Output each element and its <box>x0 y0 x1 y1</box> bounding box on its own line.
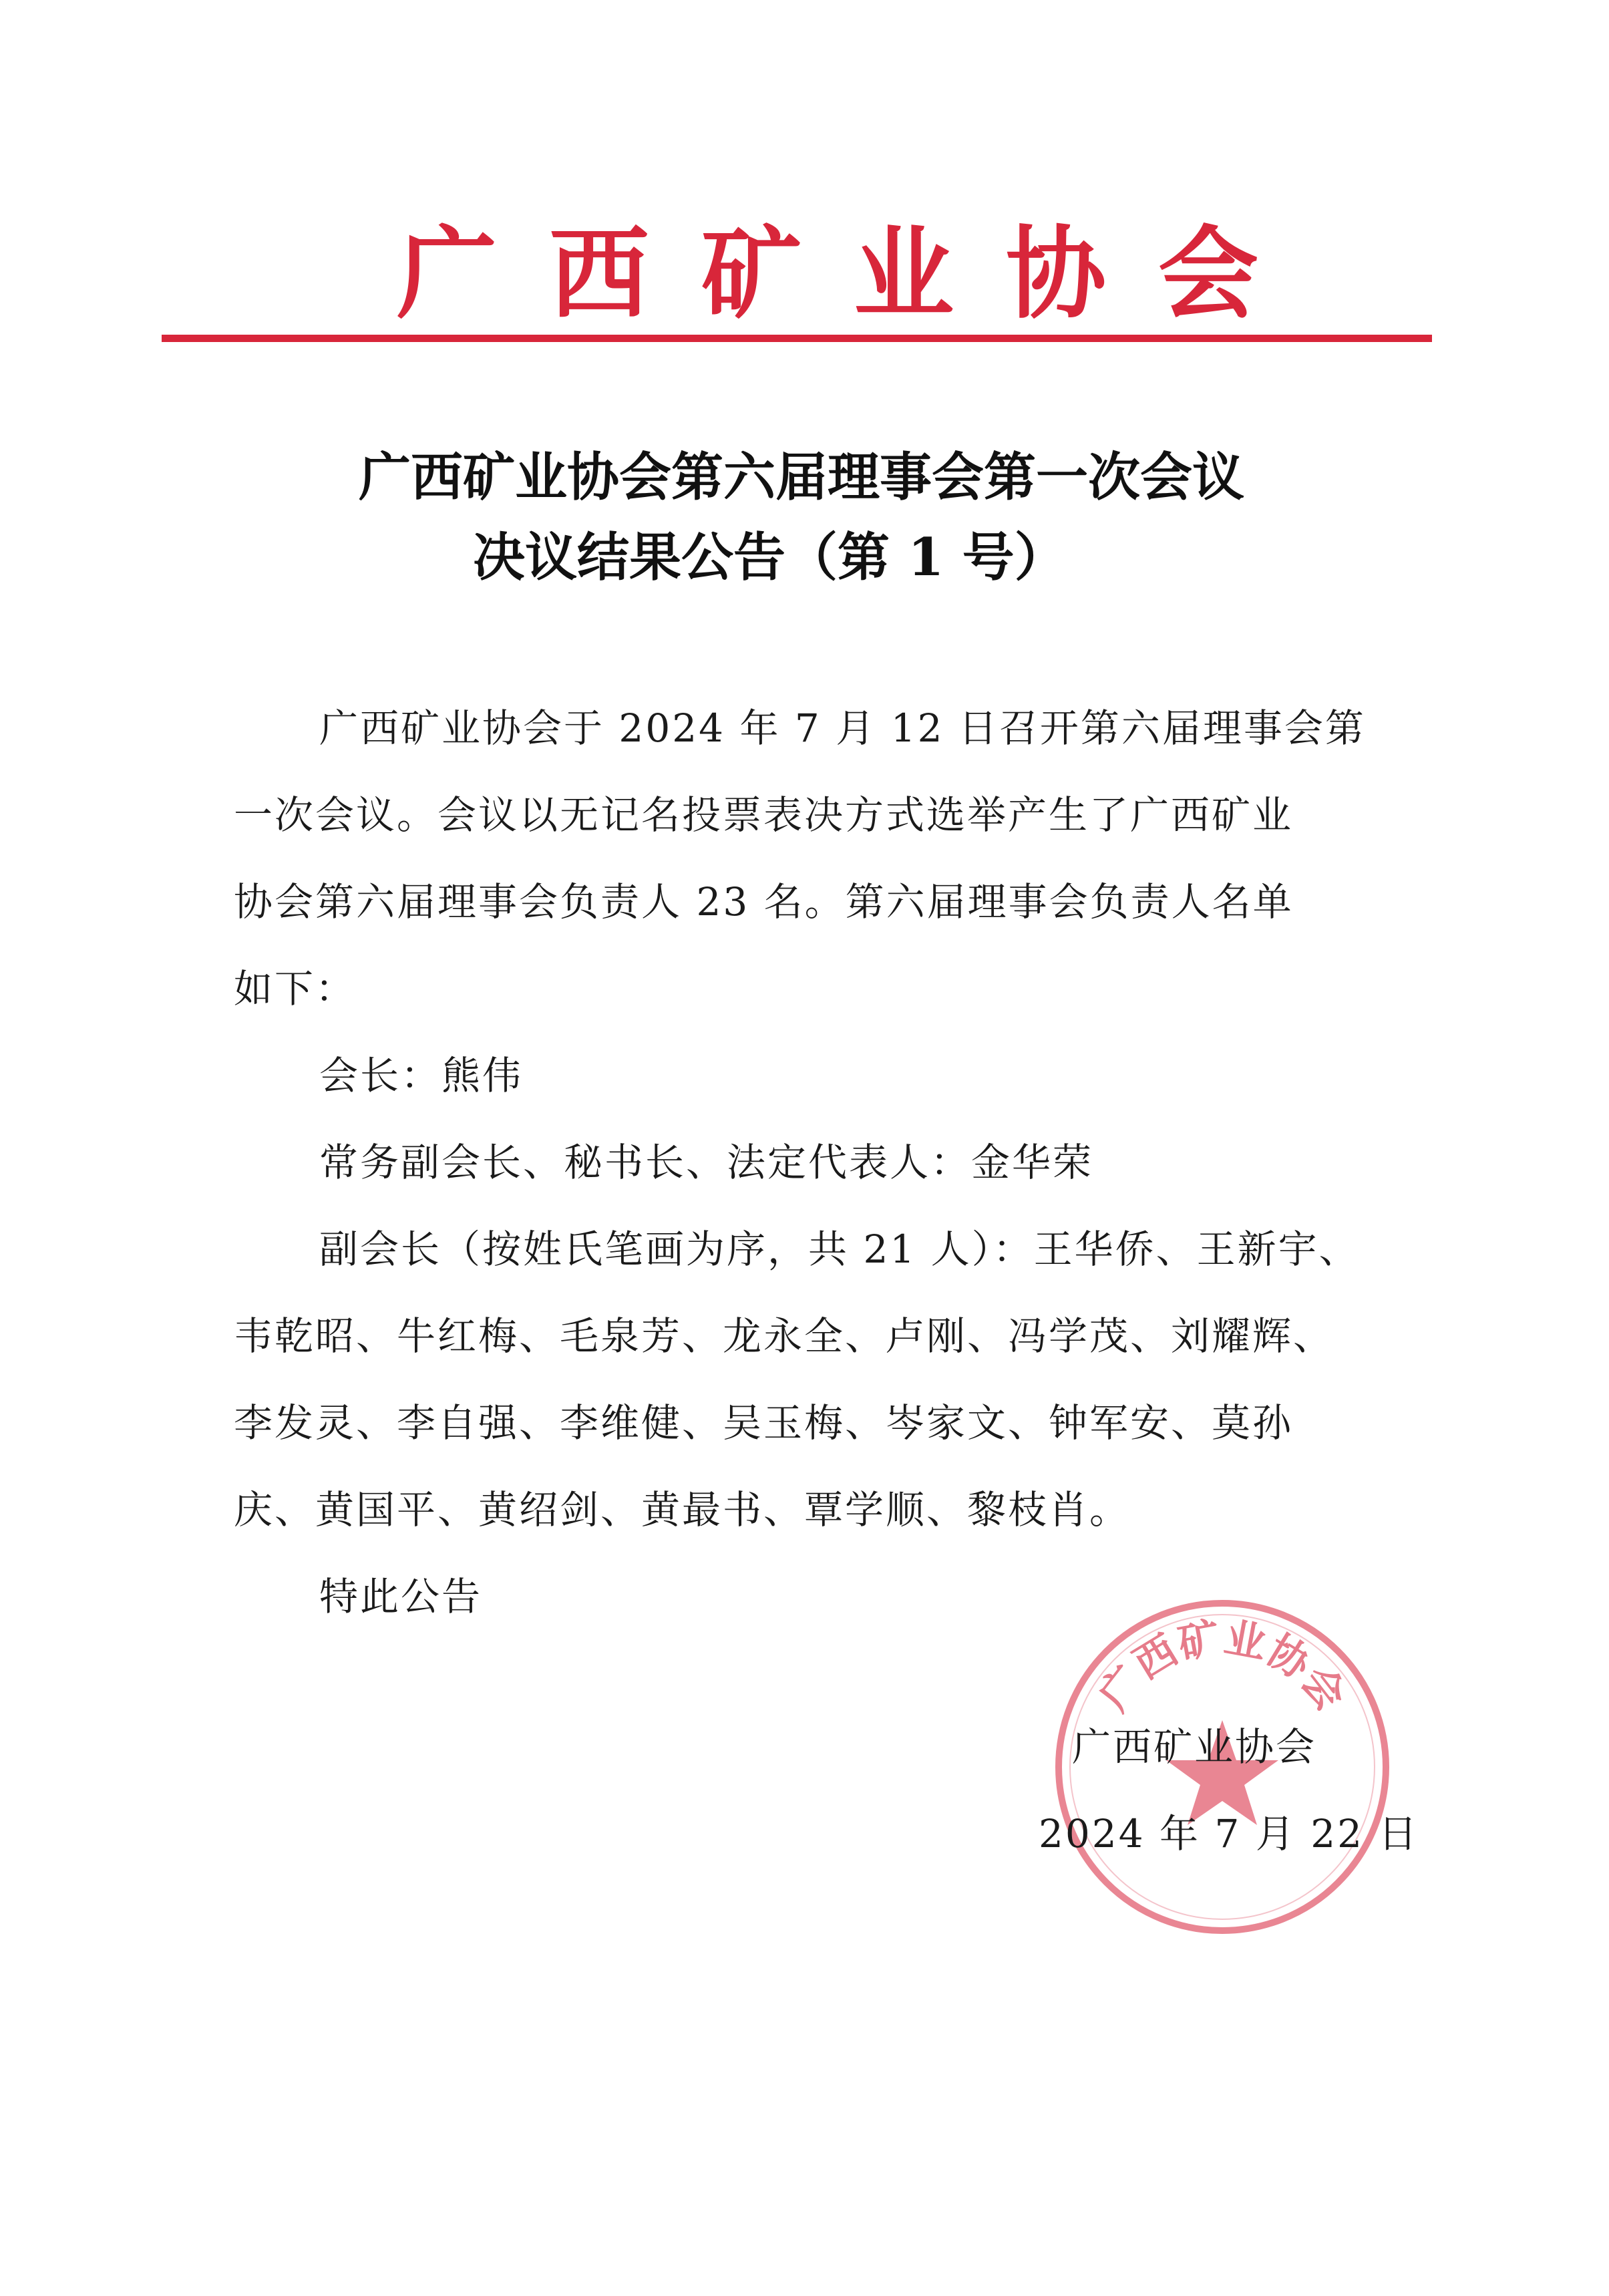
executive-vice-president-line: 常务副会长、秘书长、法定代表人：金华荣 <box>319 1140 1094 1185</box>
body-paragraph-1-line-3: 协会第六届理事会负责人 23 名。第六届理事会负责人名单 <box>234 879 1294 925</box>
vice-president-list-line-1: 副会长（按姓氏笔画为序，共 21 人）：王华侨、王新宇、 <box>319 1226 1360 1272</box>
letterhead-divider <box>162 335 1432 342</box>
vice-president-list-line-2: 韦乾昭、牛红梅、毛泉芳、龙永全、卢刚、冯学茂、刘耀辉、 <box>234 1313 1334 1359</box>
vice-president-list-line-3: 李发灵、李自强、李维健、吴玉梅、岑家文、钟军安、莫孙 <box>234 1400 1294 1446</box>
signature-date: 2024 年 7 月 22 日 <box>1039 1811 1419 1856</box>
seal-text: 广西矿业协会 <box>1089 1613 1356 1719</box>
vice-president-list-line-4: 庆、黄国平、黄绍剑、黄最书、覃学顺、黎枝肖。 <box>234 1487 1131 1532</box>
letterhead-title: 广西矿业协会 <box>396 215 1310 333</box>
president-line: 会长：熊伟 <box>319 1053 524 1098</box>
body-paragraph-1-line-1: 广西矿业协会于 2024 年 7 月 12 日召开第六届理事会第 <box>319 705 1366 751</box>
closing-statement: 特此公告 <box>319 1574 483 1619</box>
document-title-line-1: 广西矿业协会第六届理事会第一次会议 <box>358 447 1244 508</box>
body-paragraph-1-line-4: 如下： <box>234 966 357 1011</box>
signature-organization: 广西矿业协会 <box>1072 1724 1317 1770</box>
document-title-line-2: 决议结果公告（第 1 号） <box>473 527 1067 588</box>
body-paragraph-1-line-2: 一次会议。会议以无记名投票表决方式选举产生了广西矿业 <box>234 792 1294 838</box>
